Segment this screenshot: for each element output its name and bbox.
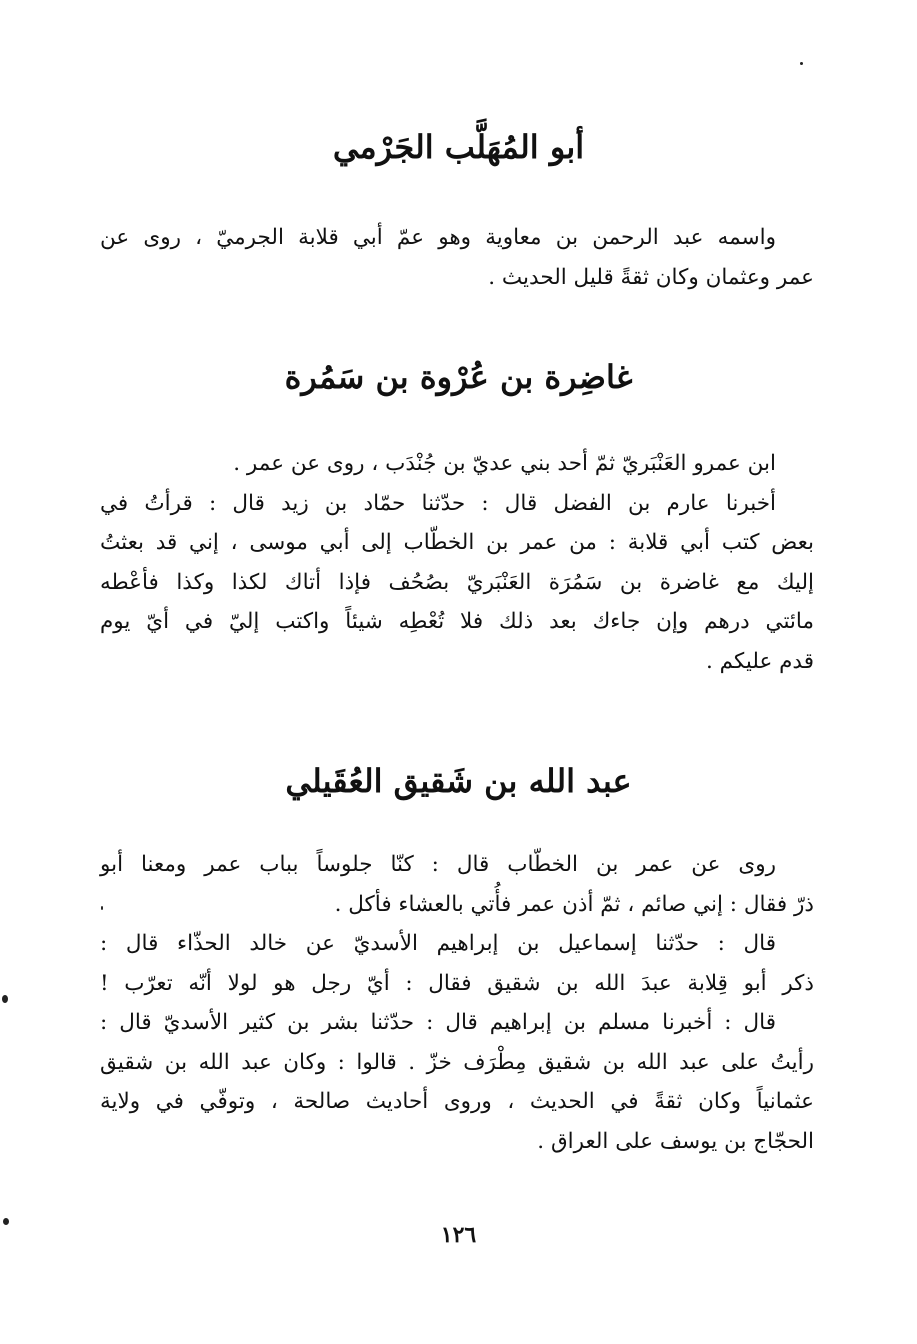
text-line: ذرّ فقال : إني صائم ، ثمّ أذن عمر فأُتي بالعشاء فأكل . [334, 891, 814, 917]
scan-speck [800, 62, 803, 65]
text-line: مائتي درهم وإن جاءك بعد ذلك فلا تُعْطِه شيئاً واكتب إليّ في أيّ يوم [100, 609, 814, 634]
section-heading-2: غاضِرة بن عُرْوة بن سَمُرة [284, 358, 633, 396]
scan-speck [2, 995, 8, 1003]
text-line: بعض كتب أبي قلابة : من عمر بن الخطّاب إلى أبي موسى ، إني قد بعثتُ [100, 530, 814, 555]
text-line: قدم عليكم . [706, 648, 814, 674]
scan-speck [3, 1218, 9, 1225]
text-line: ذكر أبو قِلابة عبدَ الله بن شقيق فقال : أيّ رجل هو لولا أنّه تعرّب ! [100, 970, 814, 996]
text-line: ابن عمرو العَنْبَريّ ثمّ أحد بني عديّ بن جُنْدَب ، روى عن عمر . [233, 451, 776, 476]
section-heading-3: عبد الله بن شَقيق العُقَيلي [285, 762, 632, 800]
section-body-1 [100, 218, 814, 297]
text-line: روى عن عمر بن الخطّاب قال : كنّا جلوساً بباب عمر ومعنا أبو [100, 852, 776, 877]
text-line: الحجّاج بن يوسف على العراق . [537, 1128, 814, 1154]
text-line: أخبرنا عارم بن الفضل قال : حدّثنا حمّاد بن زيد قال : قرأتُ في [100, 490, 776, 516]
text-line: رأيتُ على عبد الله بن شقيق مِطْرَف خزّ . قالوا : وكان عبد الله بن شقيق [100, 1049, 814, 1075]
page-number: ١٢٦ [440, 1222, 477, 1248]
section-body-2 [100, 444, 814, 681]
text-line: واسمه عبد الرحمن بن معاوية وهو عمّ أبي قلابة الجرميّ ، روى عن [100, 225, 776, 250]
text-line: إليك مع غاضرة بن سَمُرَة العَنْبَريّ بصُحُف فإذا أتاك لكذا وكذا فأعْطه [100, 569, 814, 595]
text-line: عثمانياً وكان ثقةً في الحديث ، وروى أحاديث صالحة ، وتوفّي في ولاية [100, 1089, 814, 1114]
section-body-3 [100, 845, 814, 1161]
section-heading-1: أبو المُهَلَّب الجَرْمي [332, 128, 585, 166]
text-line: قال : أخبرنا مسلم بن إبراهيم قال : حدّثنا بشر بن كثير الأسديّ قال : [100, 1010, 776, 1035]
text-line: قال : حدّثنا إسماعيل بن إبراهيم الأسديّ عن خالد الحذّاء قال : [100, 931, 776, 956]
scan-speck [101, 906, 103, 910]
text-line: عمر وعثمان وكان ثقةً قليل الحديث . [488, 264, 814, 290]
